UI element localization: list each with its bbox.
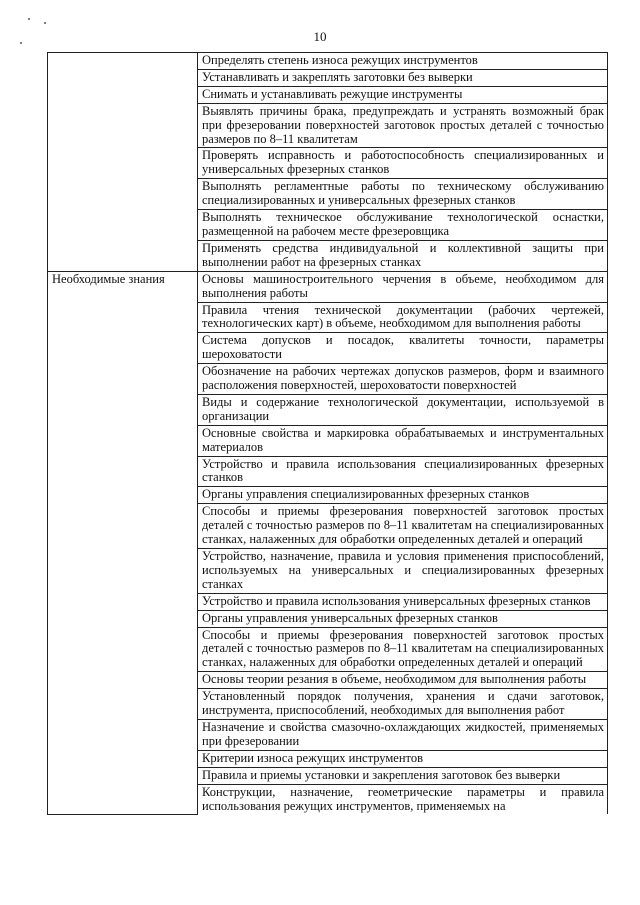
- knowledge-item: Назначение и свойства смазочно-охлаждающих жидкостей, применяемых при фрезеровании: [198, 719, 608, 750]
- knowledge-item: Устройство и правила использования специализированных фрезерных станков: [198, 456, 608, 487]
- knowledge-item: Система допусков и посадок, квалитеты точности, параметры шероховатости: [198, 333, 608, 364]
- table-row: [48, 271, 608, 302]
- abilities-item: Определять степень износа режущих инструментов: [198, 53, 608, 70]
- knowledge-item: Конструкции, назначение, геометрические параметры и правила использования режущих инструментов, применяемых на: [198, 784, 608, 814]
- knowledge-item: Обозначение на рабочих чертежах допусков размеров, форм и взаимного расположения поверхностей, шероховатости поверхностей: [198, 364, 608, 395]
- abilities-label-cell: [48, 53, 198, 272]
- knowledge-item: Правила чтения технической документации (рабочих чертежей, технологических карт) в объеме, необходимом для выполнения работы: [198, 302, 608, 333]
- knowledge-item: Критерии износа режущих инструментов: [198, 750, 608, 767]
- knowledge-item: Устройство, назначение, правила и условия применения приспособлений, используемых на универсальных и специализированных фрезерных станках: [198, 549, 608, 594]
- knowledge-label: Необходимые знания: [48, 271, 198, 814]
- knowledge-item: Установленный порядок получения, хранения и сдачи заготовок, инструмента, приспособлений, необходимых для выполнения работ: [198, 689, 608, 720]
- scan-speck: [28, 18, 30, 20]
- knowledge-item: Виды и содержание технологической документации, используемой в организации: [198, 394, 608, 425]
- knowledge-item: Основные свойства и маркировка обрабатываемых и инструментальных материалов: [198, 425, 608, 456]
- abilities-item: Снимать и устанавливать режущие инструменты: [198, 86, 608, 103]
- abilities-item: Применять средства индивидуальной и коллективной защиты при выполнении работ на фрезерных станках: [198, 240, 608, 271]
- knowledge-item: Способы и приемы фрезерования поверхностей заготовок простых деталей с точностью размеров по 8–11 квалитетам на специализированных станках, налаженных для обработки определенных деталей и операций: [198, 504, 608, 549]
- abilities-item: Выполнять регламентные работы по техническому обслуживанию специализированных и универсальных фрезерных станков: [198, 179, 608, 210]
- knowledge-item: Основы машиностроительного черчения в объеме, необходимом для выполнения работы: [198, 271, 608, 302]
- knowledge-item: Способы и приемы фрезерования поверхностей заготовок простых деталей с точностью размеров по 8–11 квалитетам на специализированных станках, налаженных для обработки определенных деталей и операций: [198, 627, 608, 672]
- knowledge-item: Органы управления специализированных фрезерных станков: [198, 487, 608, 504]
- knowledge-item: Правила и приемы установки и закрепления заготовок без выверки: [198, 767, 608, 784]
- page-number: 10: [313, 29, 327, 44]
- job-requirements-table: [47, 52, 608, 815]
- table-row: [48, 53, 608, 70]
- abilities-item: Выявлять причины брака, предупреждать и устранять возможный брак при фрезеровании поверхностей заготовок простых деталей с точностью размеров по 8–11 квалитетам: [198, 103, 608, 148]
- knowledge-item: Основы теории резания в объеме, необходимом для выполнения работы: [198, 672, 608, 689]
- knowledge-item: Устройство и правила использования универсальных фрезерных станков: [198, 593, 608, 610]
- abilities-item: Проверять исправность и работоспособность специализированных и универсальных фрезерных станков: [198, 148, 608, 179]
- scan-speck: [44, 22, 46, 24]
- abilities-item: Устанавливать и закреплять заготовки без выверки: [198, 69, 608, 86]
- abilities-item: Выполнять техническое обслуживание технологической оснастки, размещенной на рабочем месте фрезеровщика: [198, 210, 608, 241]
- knowledge-item: Органы управления универсальных фрезерных станков: [198, 610, 608, 627]
